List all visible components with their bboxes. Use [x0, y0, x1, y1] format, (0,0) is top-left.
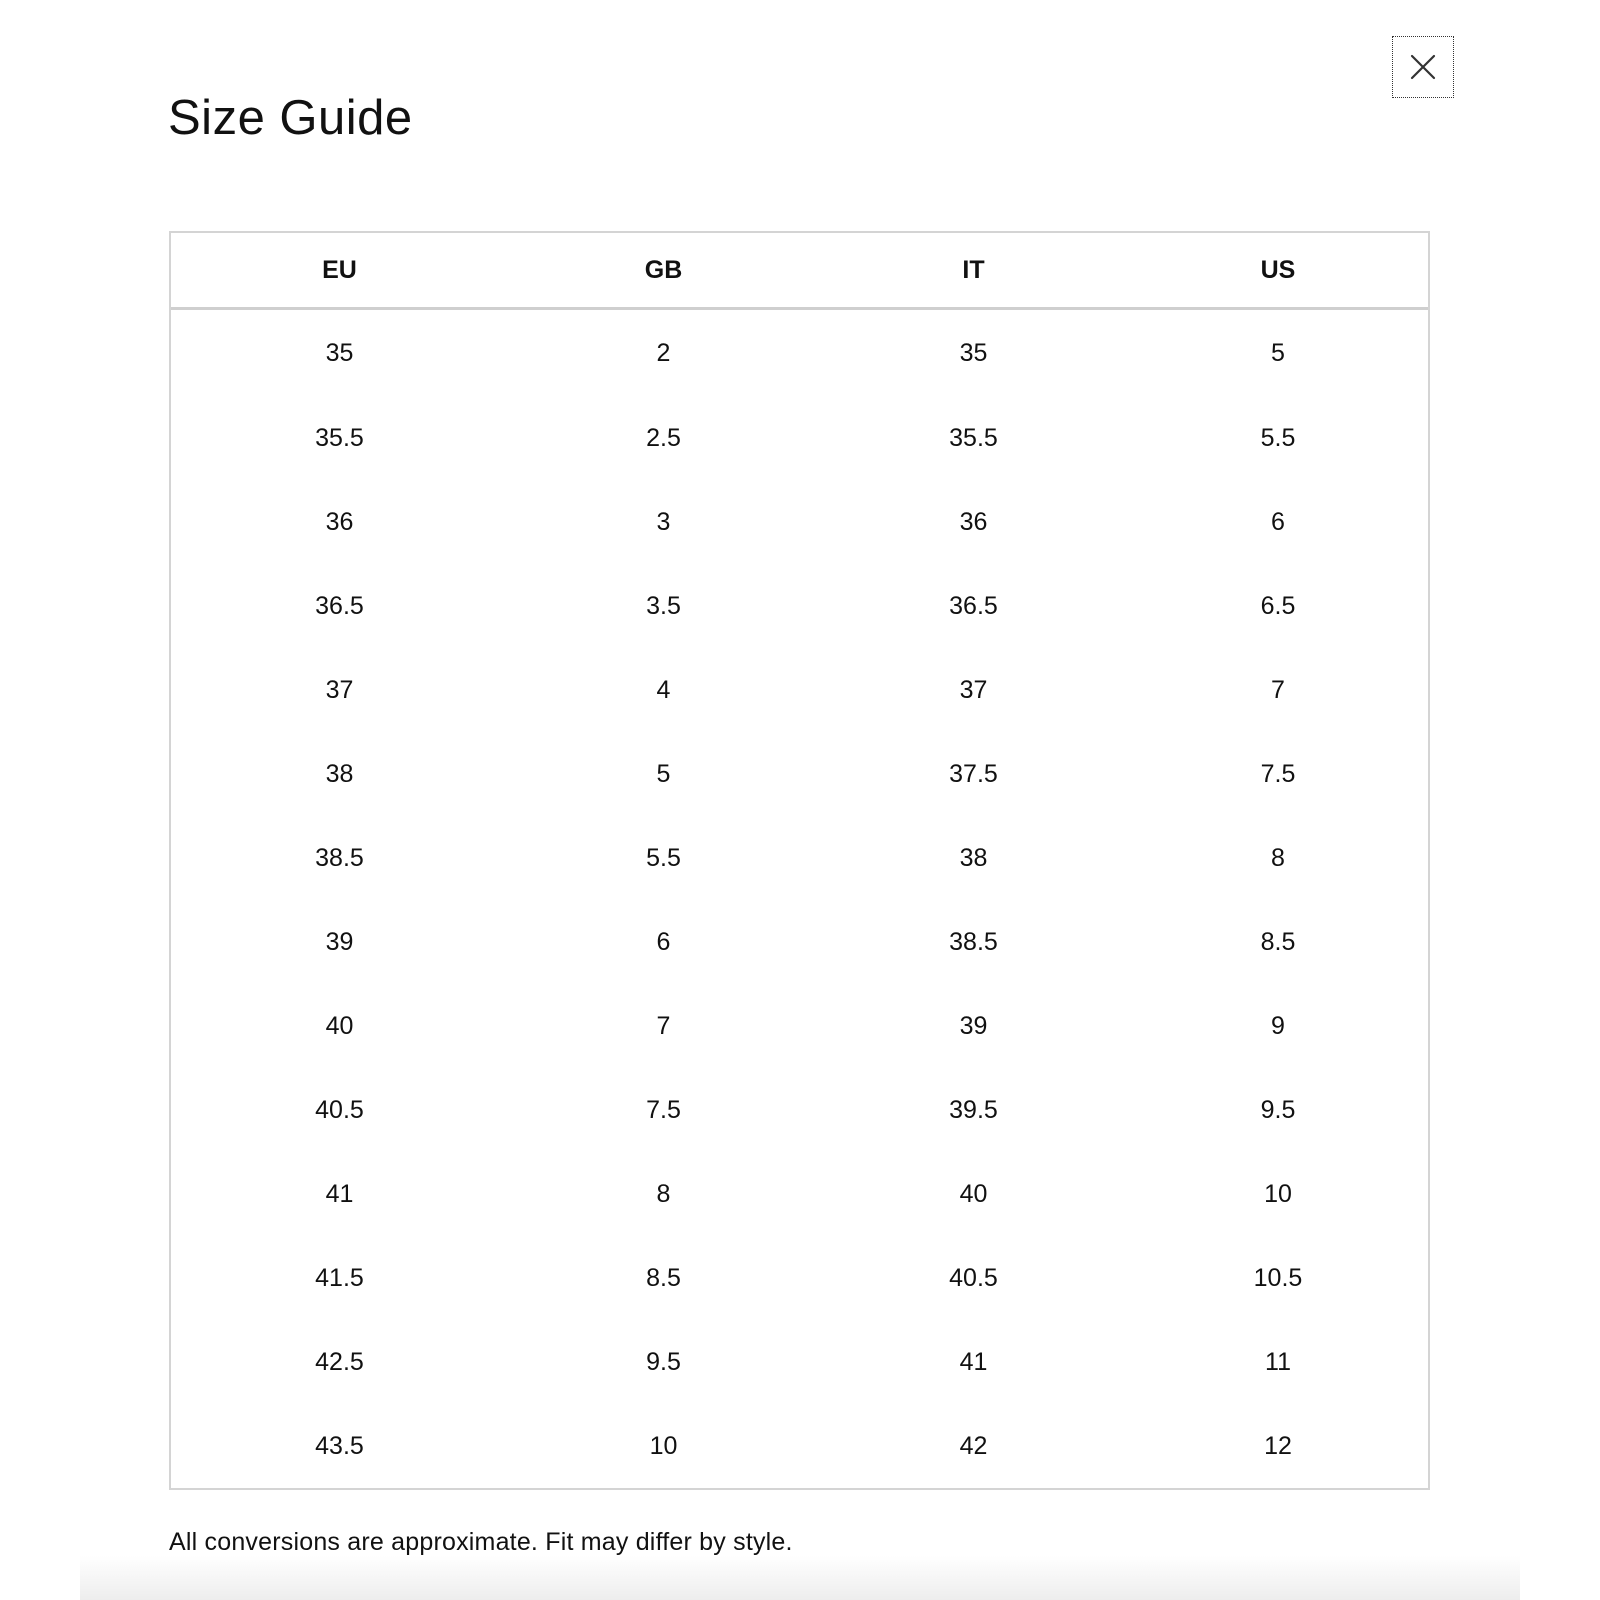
size-cell-it: 38: [959, 843, 988, 872]
size-cell-us: 5.5: [1260, 423, 1296, 452]
table-row: [171, 1236, 1428, 1320]
size-cell-eu: 38: [325, 759, 354, 788]
size-cell-gb: 8: [656, 1179, 671, 1208]
column-header-us: US: [1128, 233, 1428, 309]
size-cell-gb: 9.5: [646, 1347, 681, 1376]
table-row: [171, 396, 1428, 480]
size-cell-eu: 40.5: [315, 1095, 364, 1124]
size-cell-gb: 5: [656, 759, 671, 788]
size-cell-eu: 39: [325, 927, 354, 956]
size-cell-us: 10.5: [1253, 1263, 1303, 1292]
modal-title: Size Guide: [168, 91, 413, 145]
column-header-eu: EU: [171, 233, 508, 309]
size-cell-it: 40: [959, 1179, 988, 1208]
size-cell-eu: 43.5: [315, 1431, 364, 1460]
size-cell-us: 6: [1271, 507, 1285, 536]
size-cell-us: 8: [1271, 843, 1285, 872]
size-cell-gb: 8.5: [646, 1263, 681, 1292]
size-table: [171, 233, 1428, 1488]
size-cell-us: 7.5: [1260, 759, 1296, 788]
size-cell-us: 6.5: [1260, 591, 1296, 620]
close-icon: [1409, 53, 1437, 81]
size-cell-eu: 41.5: [315, 1263, 364, 1292]
size-table-container: [169, 231, 1430, 1490]
size-cell-it: 36.5: [949, 591, 998, 620]
table-row: [171, 564, 1428, 648]
size-cell-us: 7: [1271, 675, 1285, 704]
size-cell-eu: 40: [325, 1011, 354, 1040]
size-cell-it: 41: [959, 1347, 988, 1376]
size-cell-gb: 5.5: [646, 843, 681, 872]
bottom-shade: [80, 1556, 1520, 1600]
size-cell-gb: 7.5: [646, 1095, 681, 1124]
size-cell-it: 35: [959, 338, 988, 367]
size-cell-it: 42: [959, 1431, 988, 1460]
size-cell-it: 36: [959, 507, 988, 536]
size-cell-us: 12: [1264, 1431, 1292, 1460]
table-body: [171, 309, 1428, 1489]
table-row: [171, 309, 1428, 397]
size-cell-gb: 4: [656, 675, 671, 704]
table-row: [171, 648, 1428, 732]
table-row: [171, 480, 1428, 564]
size-cell-eu: 36.5: [315, 591, 364, 620]
size-cell-eu: 41: [325, 1179, 354, 1208]
size-cell-eu: 42.5: [315, 1347, 364, 1376]
size-cell-gb: 2.5: [646, 423, 681, 452]
table-row: [171, 732, 1428, 816]
footnote: All conversions are approximate. Fit may differ by style.: [169, 1528, 793, 1556]
table-header-row: [171, 233, 1428, 309]
size-cell-gb: 10: [649, 1431, 678, 1460]
table-row: [171, 900, 1428, 984]
table-row: [171, 984, 1428, 1068]
size-cell-gb: 7: [656, 1011, 671, 1040]
size-cell-us: 11: [1265, 1347, 1291, 1376]
size-cell-it: 39.5: [949, 1095, 998, 1124]
column-header-it: IT: [819, 233, 1128, 309]
size-cell-eu: 37: [325, 675, 354, 704]
size-cell-eu: 35.5: [315, 423, 364, 452]
table-row: [171, 1320, 1428, 1404]
table-row: [171, 1404, 1428, 1488]
size-cell-it: 39: [959, 1011, 988, 1040]
size-cell-it: 35.5: [949, 423, 998, 452]
size-cell-us: 9.5: [1260, 1095, 1296, 1124]
size-cell-gb: 2: [656, 338, 671, 367]
size-cell-it: 37: [959, 675, 988, 704]
size-cell-eu: 36: [325, 507, 354, 536]
size-cell-it: 37.5: [949, 759, 998, 788]
size-cell-it: 40.5: [949, 1263, 998, 1292]
table-row: [171, 1068, 1428, 1152]
size-cell-us: 10: [1264, 1179, 1292, 1208]
size-cell-us: 5: [1271, 338, 1285, 367]
table-row: [171, 1152, 1428, 1236]
size-cell-eu: 35: [325, 338, 354, 367]
size-cell-gb: 3: [656, 507, 671, 536]
close-button[interactable]: [1392, 36, 1454, 98]
size-cell-gb: 6: [656, 927, 671, 956]
size-cell-it: 38.5: [949, 927, 998, 956]
column-header-gb: GB: [508, 233, 819, 309]
size-cell-us: 8.5: [1260, 927, 1296, 956]
size-cell-eu: 38.5: [315, 843, 364, 872]
size-cell-us: 9: [1271, 1011, 1285, 1040]
table-row: [171, 816, 1428, 900]
size-cell-gb: 3.5: [646, 591, 681, 620]
